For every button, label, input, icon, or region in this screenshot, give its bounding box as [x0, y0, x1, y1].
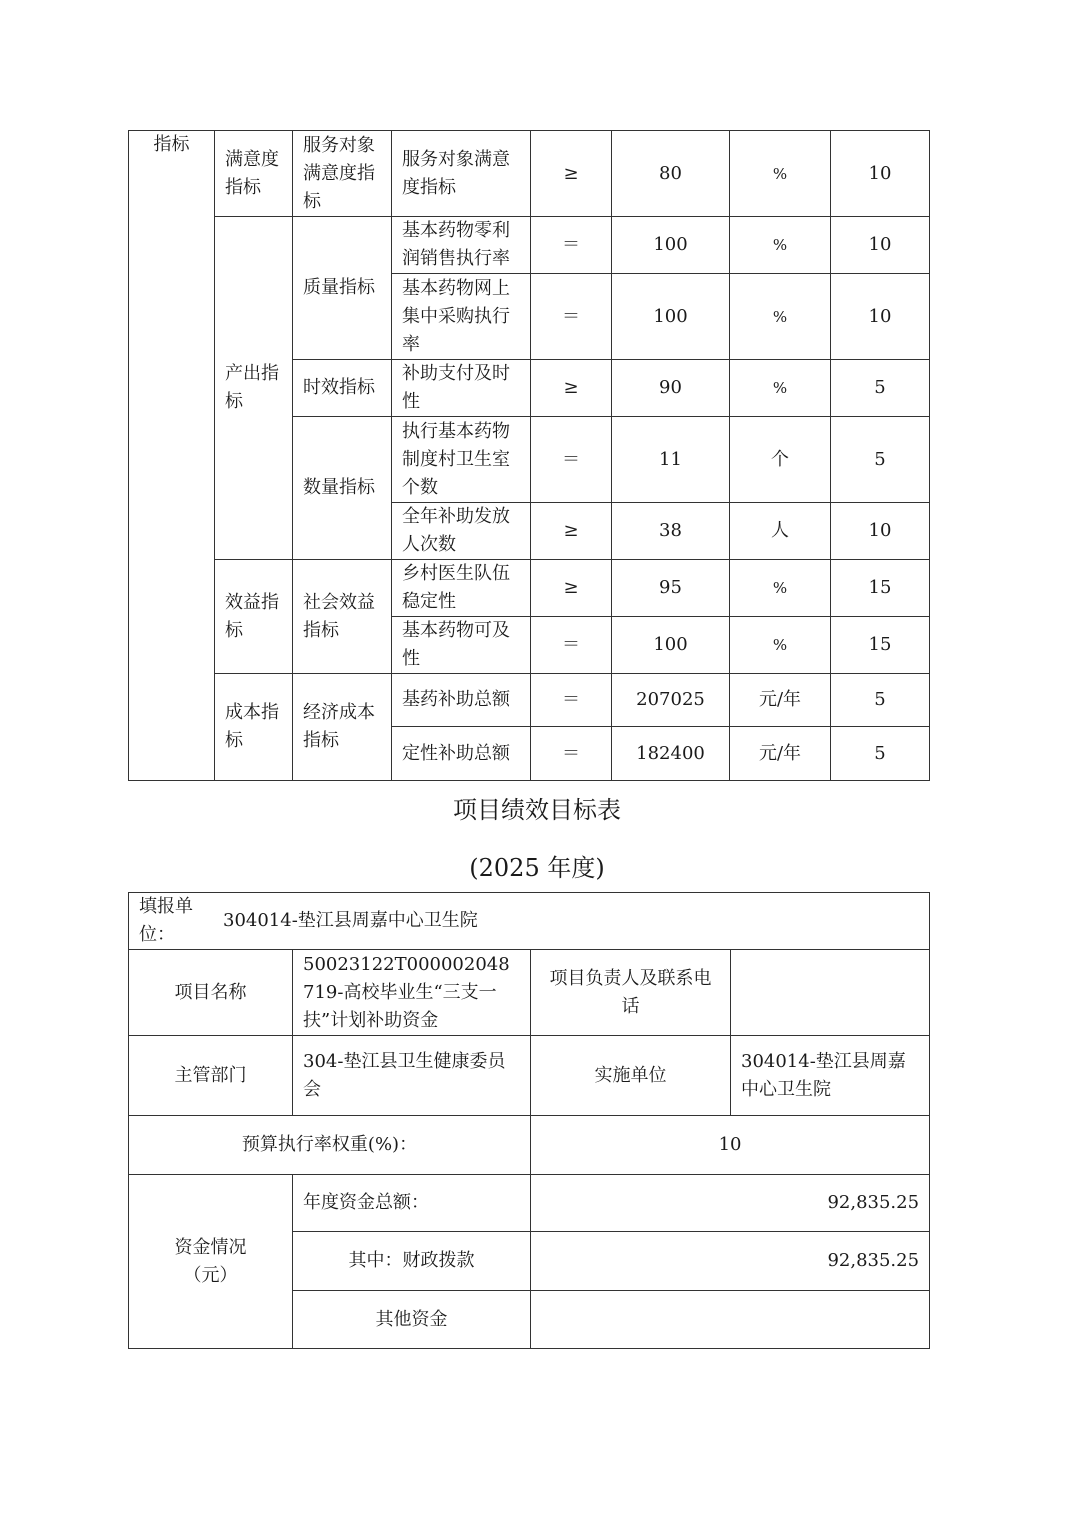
department-row	[129, 1036, 930, 1116]
target-value-cell: 38	[612, 503, 730, 560]
indicator-name-cell: 定性补助总额	[392, 727, 531, 781]
fiscal-value: 92,835.25	[531, 1232, 930, 1291]
level3-indicator-cell: 服务对象满意度指标	[293, 131, 392, 217]
department-value: 304-垫江县卫生健康委员会	[293, 1036, 531, 1116]
reporting-unit-label: 填报单位：	[139, 896, 193, 945]
indicator-row	[129, 560, 930, 617]
fiscal-label: 其中：财政拨款	[293, 1232, 531, 1291]
operator-cell: ≥	[531, 360, 612, 417]
level3-indicator-cell: 质量指标	[293, 217, 392, 360]
budget-weight-label: 预算执行率权重(%)：	[129, 1116, 531, 1175]
indicator-name-cell: 乡村医生队伍稳定性	[392, 560, 531, 617]
operator-cell: ＝	[531, 417, 612, 503]
weight-score-cell: 10	[831, 274, 930, 360]
target-value-cell: 80	[612, 131, 730, 217]
operator-cell: ＝	[531, 674, 612, 727]
unit-cell: 元/年	[730, 674, 831, 727]
project-manager-label: 项目负责人及联系电话	[531, 950, 731, 1036]
indicator-name-cell: 服务对象满意度指标	[392, 131, 531, 217]
level2-indicator-cell: 成本指标	[215, 674, 293, 781]
indicator-name-cell: 补助支付及时性	[392, 360, 531, 417]
budget-weight-row	[129, 1116, 930, 1175]
weight-score-cell: 15	[831, 617, 930, 674]
indicator-row	[129, 131, 930, 217]
implementing-unit-value: 304014-垫江县周嘉中心卫生院	[731, 1036, 930, 1116]
level3-indicator-cell: 经济成本指标	[293, 674, 392, 781]
level3-indicator-cell: 社会效益指标	[293, 560, 392, 674]
indicator-table	[128, 130, 930, 781]
target-value-cell: 207025	[612, 674, 730, 727]
indicator-name-cell: 执行基本药物制度村卫生室个数	[392, 417, 531, 503]
project-name-value: 50023122T000002048719-高校毕业生“三支一扶”计划补助资金	[293, 950, 531, 1036]
unit-cell: 个	[730, 417, 831, 503]
implementing-unit-label: 实施单位	[531, 1036, 731, 1116]
project-name-label: 项目名称	[129, 950, 293, 1036]
other-funds-label: 其他资金	[293, 1291, 531, 1349]
operator-cell: ≥	[531, 131, 612, 217]
weight-score-cell: 10	[831, 217, 930, 274]
level3-indicator-cell: 数量指标	[293, 417, 392, 560]
weight-score-cell: 15	[831, 560, 930, 617]
unit-cell: %	[730, 217, 831, 274]
weight-score-cell: 10	[831, 131, 930, 217]
level2-indicator-cell: 效益指标	[215, 560, 293, 674]
unit-cell: %	[730, 131, 831, 217]
unit-cell: %	[730, 274, 831, 360]
department-label: 主管部门	[129, 1036, 293, 1116]
level2-indicator-cell: 产出指标	[215, 217, 293, 560]
indicator-row	[129, 674, 930, 727]
weight-score-cell: 5	[831, 674, 930, 727]
level2-indicator-cell: 满意度指标	[215, 131, 293, 217]
target-value-cell: 95	[612, 560, 730, 617]
operator-cell: ＝	[531, 217, 612, 274]
project-info-table	[128, 892, 930, 1349]
weight-score-cell: 5	[831, 727, 930, 781]
unit-cell: %	[730, 360, 831, 417]
reporting-unit-cell	[129, 893, 930, 950]
other-funds-value	[531, 1291, 930, 1349]
target-value-cell: 100	[612, 274, 730, 360]
doc-subtitle: (2025 年度)	[469, 854, 605, 882]
operator-cell: ＝	[531, 617, 612, 674]
project-name-row	[129, 950, 930, 1036]
target-value-cell: 182400	[612, 727, 730, 781]
operator-cell: ≥	[531, 503, 612, 560]
indicator-name-cell: 基本药物网上集中采购执行率	[392, 274, 531, 360]
operator-cell: ＝	[531, 727, 612, 781]
target-value-cell: 90	[612, 360, 730, 417]
annual-total-label: 年度资金总额：	[293, 1175, 531, 1232]
doc-title: 项目绩效目标表	[453, 796, 621, 824]
target-value-cell: 100	[612, 617, 730, 674]
indicator-row	[129, 217, 930, 274]
unit-cell: %	[730, 560, 831, 617]
weight-score-cell: 5	[831, 417, 930, 503]
target-value-cell: 11	[612, 417, 730, 503]
unit-cell: 人	[730, 503, 831, 560]
operator-cell: ＝	[531, 274, 612, 360]
annual-total-row	[129, 1175, 930, 1232]
indicator-name-cell: 基药补助总额	[392, 674, 531, 727]
target-value-cell: 100	[612, 217, 730, 274]
reporting-unit-value: 304014-垫江县周嘉中心卫生院	[223, 910, 478, 931]
indicator-name-cell: 基本药物可及性	[392, 617, 531, 674]
indicator-name-cell: 基本药物零利润销售执行率	[392, 217, 531, 274]
unit-cell: 元/年	[730, 727, 831, 781]
weight-score-cell: 10	[831, 503, 930, 560]
level3-indicator-cell: 时效指标	[293, 360, 392, 417]
project-manager-value	[731, 950, 930, 1036]
reporting-unit-row	[129, 893, 930, 950]
weight-score-cell: 5	[831, 360, 930, 417]
operator-cell: ≥	[531, 560, 612, 617]
budget-weight-value: 10	[531, 1116, 930, 1175]
funds-label: 资金情况（元）	[129, 1175, 293, 1349]
indicator-name-cell: 全年补助发放人次数	[392, 503, 531, 560]
annual-total-value: 92,835.25	[531, 1175, 930, 1232]
level1-indicator-cell: 指标	[129, 131, 215, 781]
unit-cell: %	[730, 617, 831, 674]
